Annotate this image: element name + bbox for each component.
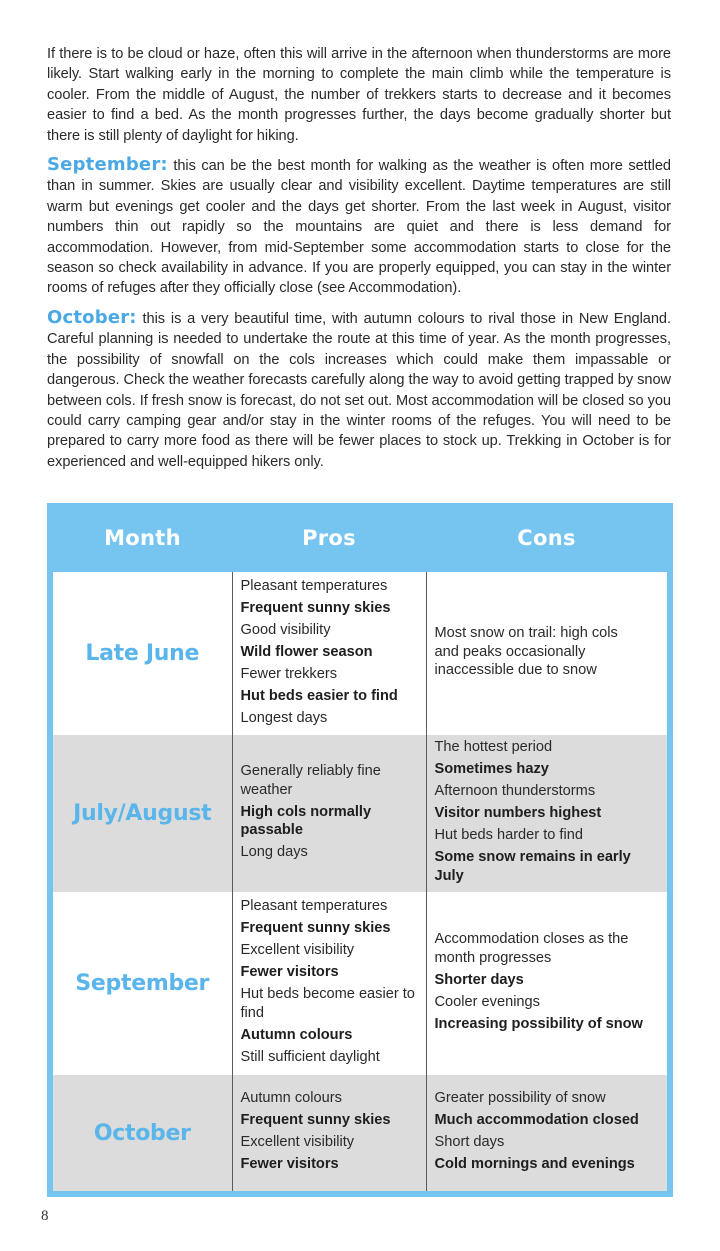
september-paragraph — [47, 155, 671, 299]
table-row — [53, 1075, 667, 1191]
table-header — [53, 503, 667, 572]
pros-item: Fewer trekkers — [240, 665, 337, 682]
cons-item: Shorter days — [434, 971, 524, 988]
cons-item: The hottest period — [434, 739, 553, 756]
pros-cell — [232, 735, 426, 892]
cons-item: Some snow remains in early July — [434, 849, 631, 884]
pros-cell — [232, 892, 426, 1075]
cons-item: Cold mornings and evenings — [434, 1156, 635, 1172]
pros-item: Excellent visibility — [240, 942, 355, 959]
page-body — [47, 44, 671, 481]
cons-item: Most snow on trail: high cols and peaks occasionally inaccessible due to snow — [434, 625, 618, 678]
october-text: this is a very beautiful time, with autumn colours to rival those in New England. Careful planning is needed to undertake the route at this time of year. As the month progresses, the possibility of snowfall on the cols increases which could make them impassable or dangerous. Check the weather forecasts carefully along the way to avoid getting trapped by snow between cols. If fresh snow is forecast, do not set out. Most accommodation will be closed so you could carry camping gear and/or stay in the winter rooms of the refuges. You will need to be prepared to carry more food as there will be fewer places to stock up. Trekking in October is for experienced and well-equipped hikers only. — [47, 310, 671, 470]
header-cons: Cons — [517, 525, 576, 550]
month-cell: October — [53, 1075, 232, 1191]
table-row — [53, 892, 667, 1075]
pros-item: Pleasant temperatures — [240, 577, 388, 594]
cons-item: Increasing possibility of snow — [434, 1015, 643, 1032]
pros-item: Autumn colours — [240, 1026, 353, 1043]
pros-item: Good visibility — [240, 621, 331, 638]
pros-item: Wild flower season — [240, 643, 373, 660]
pros-item: High cols normally passable — [240, 803, 372, 838]
pros-item: Fewer visitors — [240, 1156, 339, 1172]
table-body — [53, 572, 667, 1191]
month-cell: September — [53, 892, 232, 1075]
table-row — [53, 572, 667, 735]
cons-cell — [426, 735, 667, 892]
pros-item: Longest days — [240, 709, 328, 726]
intro-paragraph: If there is to be cloud or haze, often this will arrive in the afternoon when thunderstorms are more likely. Start walking early in the morning to complete the main climb while the temperature is cooler. From the middle of August, the number of trekkers starts to decrease and it becomes easier to find a bed. As the month progresses further, the days become gradually shorter but there is still plenty of daylight for hiking. — [47, 46, 671, 144]
cons-cell — [426, 892, 667, 1075]
october-heading: October: — [47, 306, 137, 328]
pros-item: Generally reliably fine weather — [240, 763, 381, 798]
pros-item: Frequent sunny skies — [240, 1112, 391, 1128]
cons-item: Greater possibility of snow — [434, 1090, 606, 1106]
month-cell: July/August — [53, 735, 232, 892]
table-row — [53, 735, 667, 892]
pros-item: Still sufficient daylight — [240, 1048, 380, 1065]
pros-item: Hut beds easier to find — [240, 687, 398, 704]
pros-item: Excellent visibility — [240, 1134, 355, 1150]
pros-item: Pleasant temperatures — [240, 898, 388, 915]
header-pros: Pros — [302, 525, 356, 550]
cons-cell — [426, 1075, 667, 1191]
pros-item: Autumn colours — [240, 1090, 342, 1106]
cons-item: Accommodation closes as the month progresses — [434, 931, 629, 966]
september-text: this can be the best month for walking as the weather is often more settled than in summer. Skies are usually clear and visibility excellent. Daytime temperatures are still warm but evenings get cooler and the days get shorter. From the last week in August, visitor numbers thin out rapidly so the mountains are quiet and there is less demand for accommodation. However, from mid-September some accommodation starts to close for the season so check availability in advance. If you are properly equipped, you can stay in the winter rooms of refuges after they officially close (see Accommodation). — [47, 158, 671, 297]
september-heading: September: — [47, 154, 168, 176]
month-cell: Late June — [53, 572, 232, 735]
october-paragraph — [47, 308, 671, 472]
cons-item: Short days — [434, 1134, 505, 1150]
cons-cell — [426, 572, 667, 735]
month-comparison-table — [47, 503, 673, 1197]
cons-item: Cooler evenings — [434, 993, 540, 1010]
cons-item: Afternoon thunderstorms — [434, 783, 596, 800]
pros-item: Frequent sunny skies — [240, 599, 391, 616]
pros-cell — [232, 1075, 426, 1191]
header-month: Month — [104, 525, 181, 550]
pros-item: Frequent sunny skies — [240, 920, 391, 937]
cons-item: Hut beds harder to find — [434, 827, 583, 844]
cons-item: Much accommodation closed — [434, 1112, 639, 1128]
page-number: 8 — [41, 1208, 49, 1224]
cons-item: Visitor numbers highest — [434, 805, 602, 822]
pros-item: Hut beds become easier to find — [240, 986, 415, 1021]
pros-cell — [232, 572, 426, 735]
cons-item: Sometimes hazy — [434, 761, 549, 778]
pros-item: Long days — [240, 843, 308, 860]
pros-item: Fewer visitors — [240, 964, 339, 981]
